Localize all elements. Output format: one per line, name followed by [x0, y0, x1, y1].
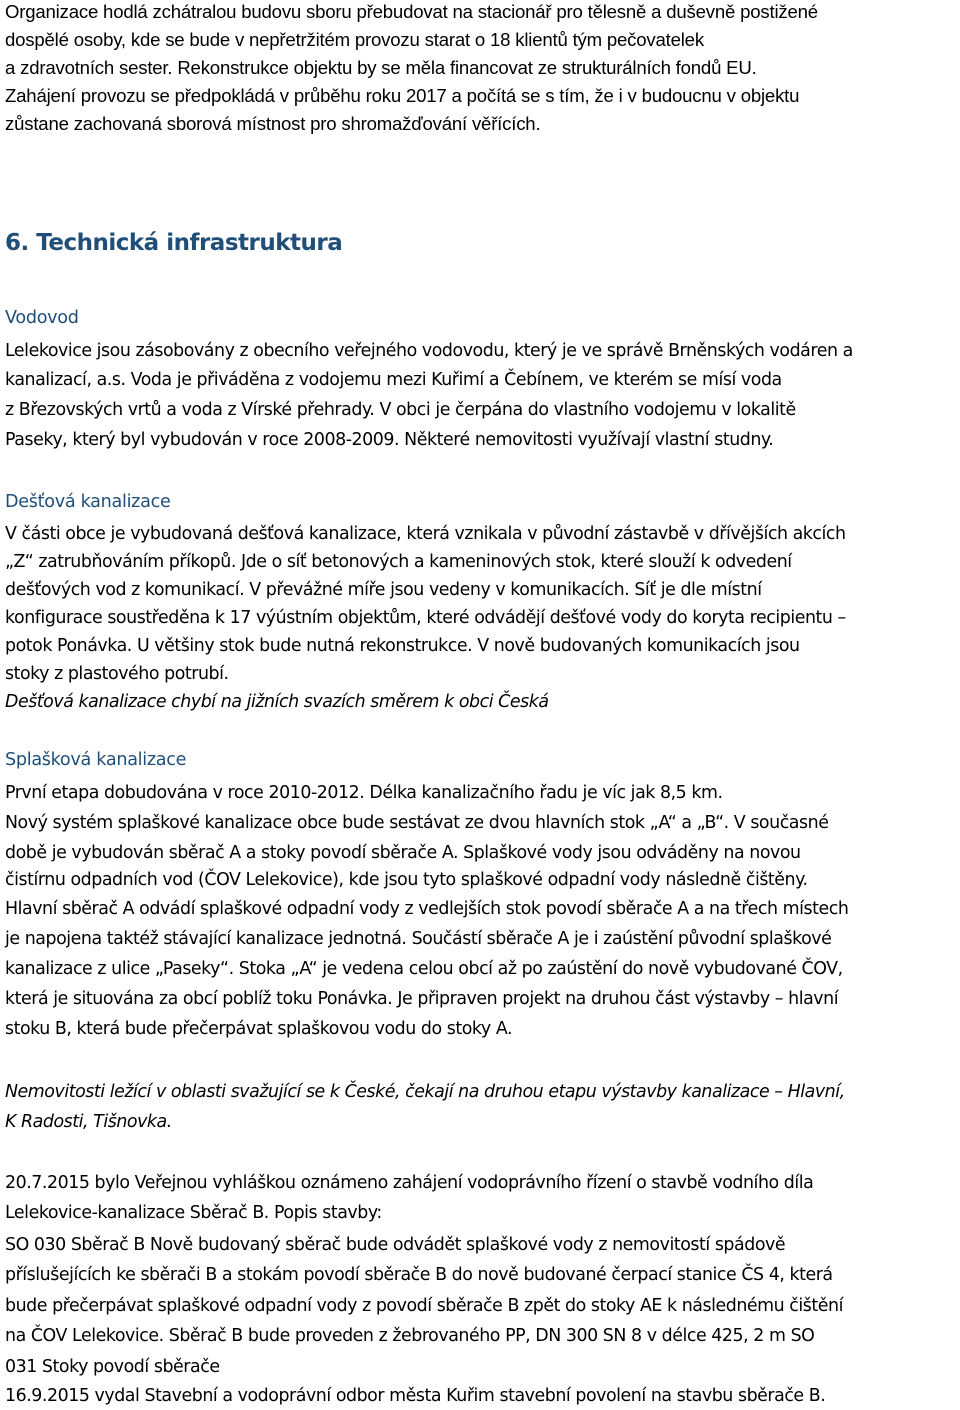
- text-line: V části obce je vybudovaná dešťová kanalizace, která vznikala v původní zástavbě v dřívějších akcích: [5, 524, 846, 544]
- text-line: stoky z plastového potrubí.: [5, 664, 229, 684]
- text-line: Lelekovice jsou zásobovány z obecního veřejného vodovodu, který je ve správě Brněnských vodáren a: [5, 341, 853, 361]
- text-line: a zdravotních sester. Rekonstrukce objektu by se měla financovat ze strukturálních fondů EU.: [5, 57, 757, 78]
- text-line: SO 030 Sběrač B Nově budovaný sběrač bude odvádět splaškové vody z nemovitostí spádově: [5, 1235, 786, 1255]
- text-line: potok Ponávka. U většiny stok bude nutná rekonstrukce. V nově budovaných komunikacích jsou: [5, 636, 800, 656]
- text-line: konfigurace soustředěna k 17 výústním objektům, které odvádějí dešťové vody do koryta recipientu –: [5, 608, 846, 628]
- text-line: kanalizací, a.s. Voda je přiváděna z vodojemu mezi Kuřimí a Čebínem, ve kterém se mísí voda: [5, 370, 782, 390]
- italic-note: Nemovitosti ležící v oblasti svažující se k České, čekají na druhou etapu výstavby kanalizace – Hlavní,: [5, 1082, 845, 1102]
- text-line: Organizace hodlá zchátralou budovu sboru přebudovat na stacionář pro tělesně a duševně postižené: [5, 1, 818, 22]
- text-line: dospělé osoby, kde se bude v nepřetržitém provozu starat o 18 klientů tým pečovatelek: [5, 29, 704, 50]
- text-line: dešťových vod z komunikací. V převážné míře jsou vedeny v komunikacích. Síť je dle místní: [5, 580, 762, 600]
- italic-note: Dešťová kanalizace chybí na jižních svazích směrem k obci Česká: [5, 692, 549, 712]
- text-line: „Z“ zatrubňováním příkopů. Jde o síť betonových a kameninových stok, které slouží k odvedení: [5, 552, 792, 572]
- vodovod-heading: Vodovod: [5, 308, 79, 328]
- text-line: bude přečerpávat splaškové odpadní vody z povodí sběrače B zpět do stoky AE k následnému čištění: [5, 1296, 843, 1316]
- splaskova-heading: Splašková kanalizace: [5, 750, 187, 770]
- text-line: z Březovských vrtů a voda z Vírské přehrady. V obci je čerpána do vlastního vodojemu v lokalitě: [5, 400, 796, 420]
- italic-note: K Radosti, Tišnovka.: [5, 1112, 172, 1132]
- section-heading: 6. Technická infrastruktura: [5, 230, 343, 256]
- text-line: 031 Stoky povodí sběrače: [5, 1357, 220, 1377]
- text-line: je napojena taktéž stávající kanalizace jednotná. Součástí sběrače A je i zaústění původní splaškové: [5, 929, 832, 949]
- text-line: době je vybudován sběrač A a stoky povodí sběrače A. Splaškové vody jsou odváděny na novou: [5, 843, 801, 863]
- text-line: kanalizace z ulice „Paseky“. Stoka „A“ je vedena celou obcí až po zaústění do nově vybudované ČOV,: [5, 959, 843, 979]
- text-line: Zahájení provozu se předpokládá v průběhu roku 2017 a počítá se s tím, že i v budoucnu v objektu: [5, 85, 800, 106]
- text-line: Hlavní sběrač A odvádí splaškové odpadní vody z vedlejších stok povodí sběrače A a na třech místech: [5, 899, 849, 919]
- text-line: na ČOV Lelekovice. Sběrač B bude proveden z žebrovaného PP, DN 300 SN 8 v délce 425, 2 m SO: [5, 1326, 815, 1346]
- destova-heading: Dešťová kanalizace: [5, 492, 171, 512]
- text-line: zůstane zachovaná sborová místnost pro shromažďování věřících.: [5, 113, 541, 134]
- text-line: 16.9.2015 vydal Stavební a vodoprávní odbor města Kuřim stavební povolení na stavbu sběrače B.: [5, 1386, 826, 1406]
- text-line: čistírnu odpadních vod (ČOV Lelekovice), kde jsou tyto splaškové odpadní vody následně čištěny.: [5, 870, 808, 890]
- text-line: stoku B, která bude přečerpávat splaškovou vodu do stoky A.: [5, 1019, 513, 1039]
- text-line: 20.7.2015 bylo Veřejnou vyhláškou oznámeno zahájení vodoprávního řízení o stavbě vodního díla: [5, 1173, 814, 1193]
- text-line: která je situována za obcí poblíž toku Ponávka. Je připraven projekt na druhou část výstavby – hlavní: [5, 989, 839, 1009]
- text-line: Nový systém splaškové kanalizace obce bude sestávat ze dvou hlavních stok „A“ a „B“. V současné: [5, 813, 829, 833]
- text-line: Paseky, který byl vybudován v roce 2008-2009. Některé nemovitosti využívají vlastní studny.: [5, 430, 774, 450]
- text-line: Lelekovice-kanalizace Sběrač B. Popis stavby:: [5, 1203, 382, 1223]
- text-line: příslušejících ke sběrači B a stokám povodí sběrače B do nově budované čerpací stanice ČS 4, která: [5, 1265, 833, 1285]
- text-line: První etapa dobudována v roce 2010-2012. Délka kanalizačního řadu je víc jak 8,5 km.: [5, 783, 723, 803]
